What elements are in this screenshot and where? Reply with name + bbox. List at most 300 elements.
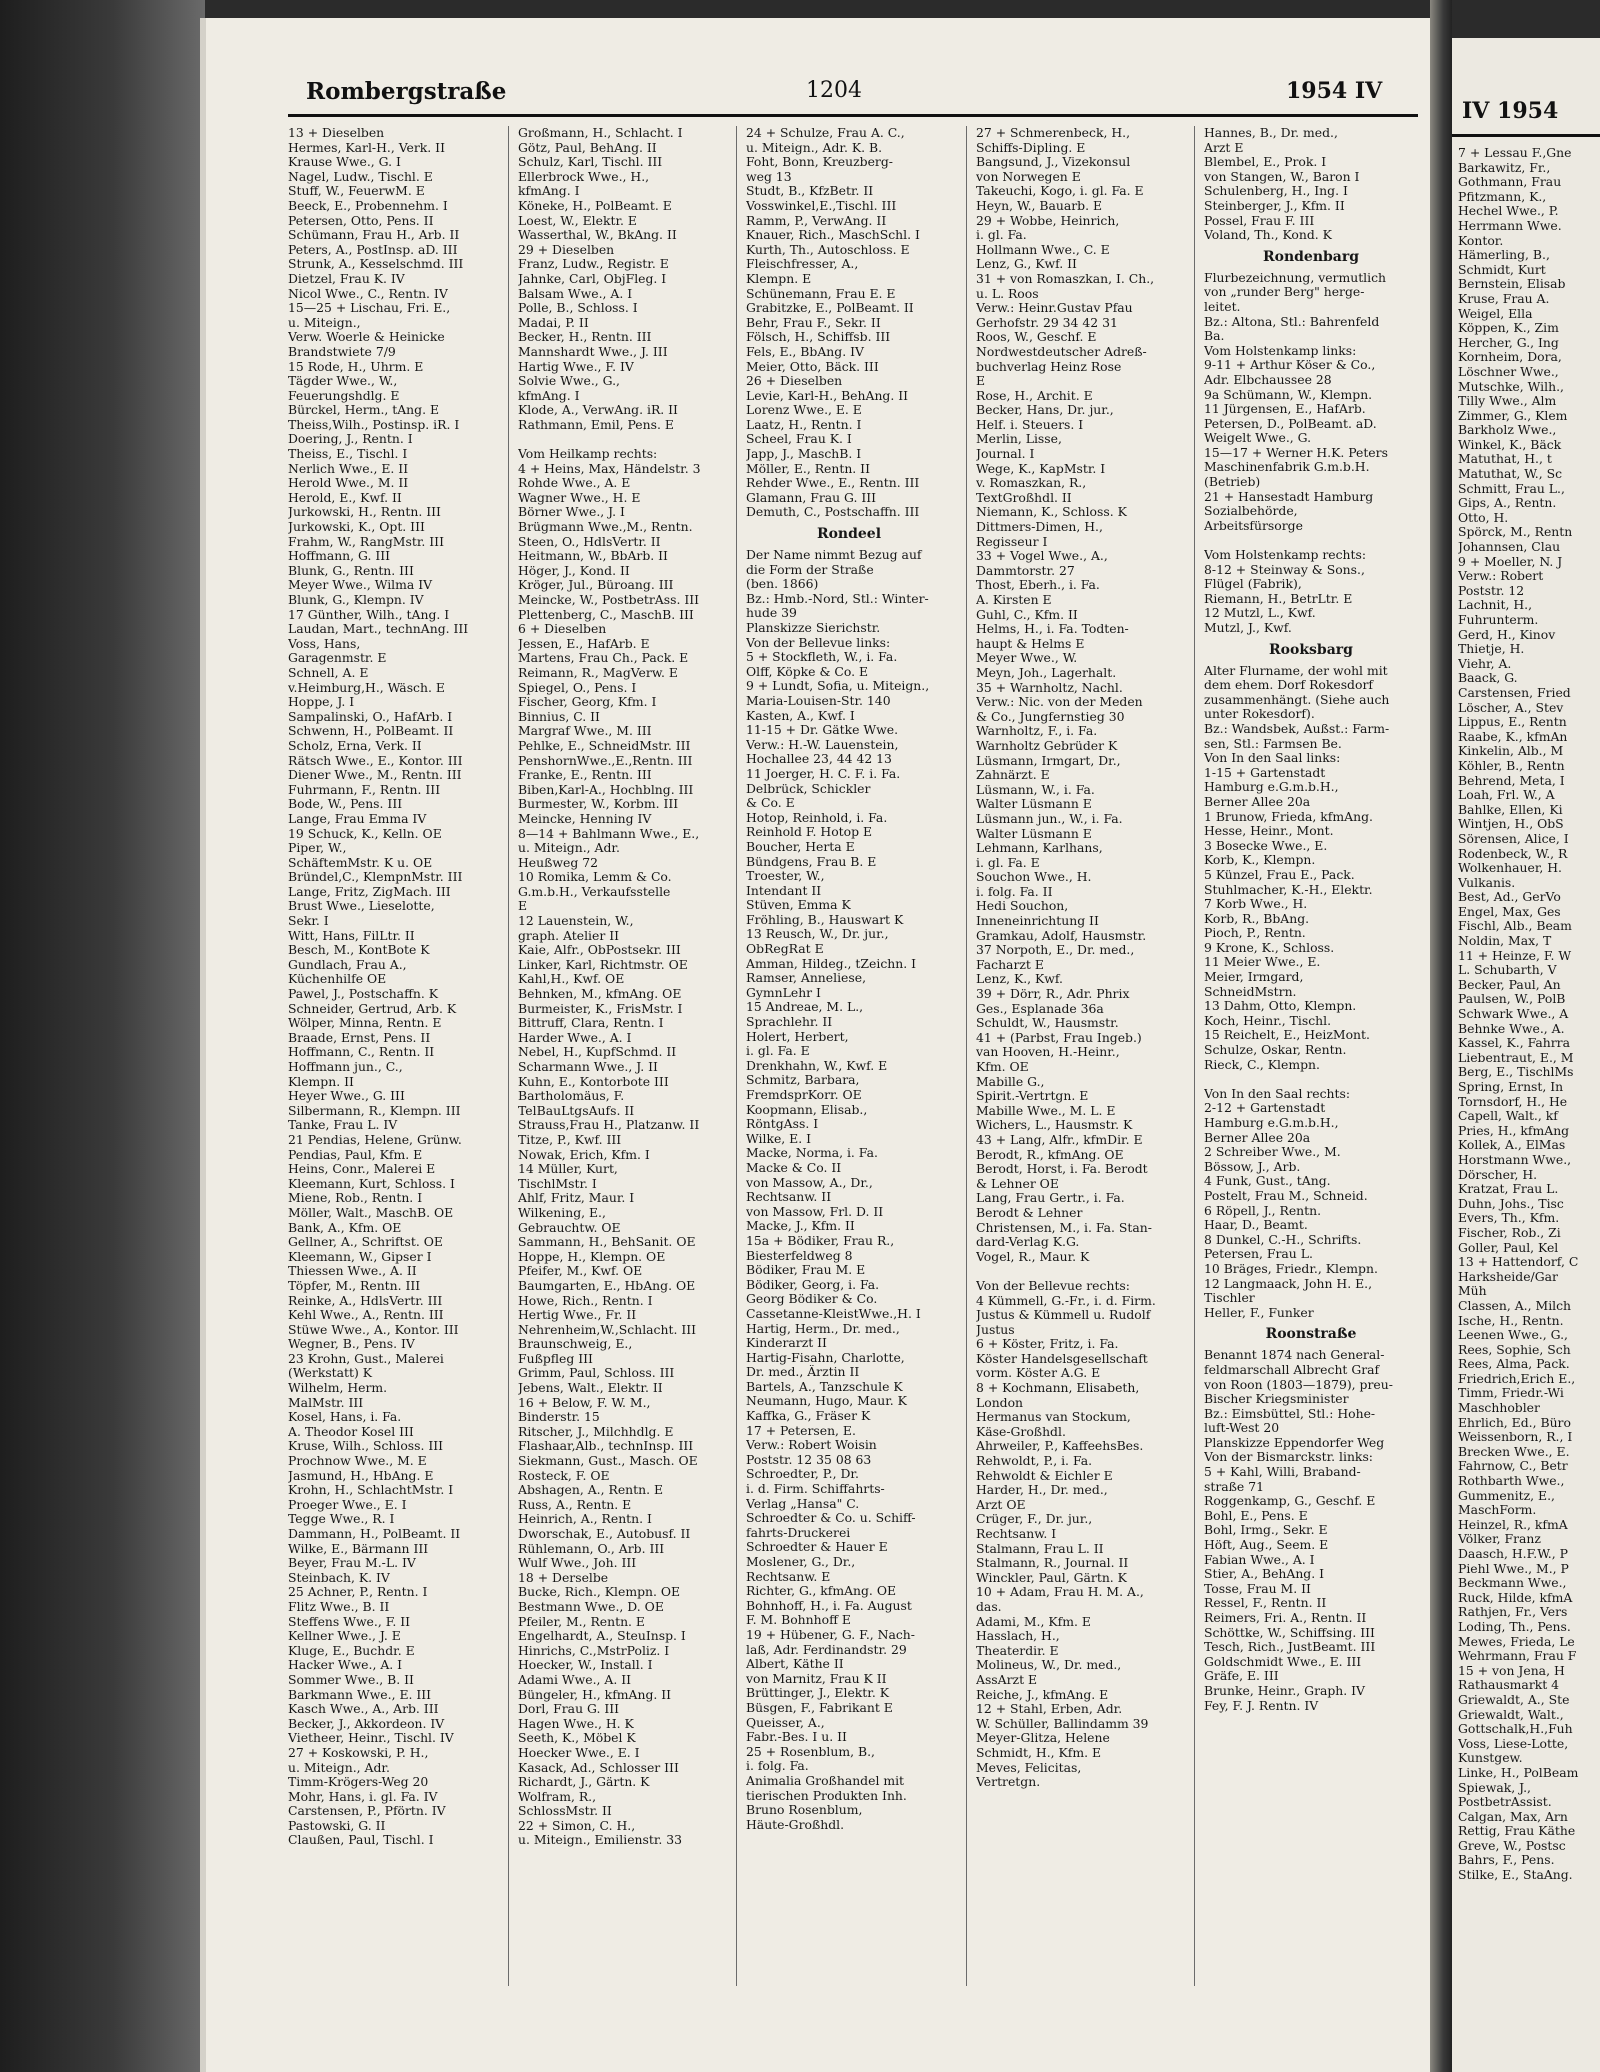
directory-entry: Bangsund, J., Vizekonsul (976, 155, 1131, 170)
directory-entry: Intendant II (746, 883, 822, 898)
directory-entry: 1-15 + Gartenstadt (1204, 765, 1326, 780)
directory-entry: Tesch, Rich., JustBeamt. III (1204, 1640, 1376, 1655)
directory-entry: G.m.b.H., Verkaufsstelle (518, 884, 671, 899)
directory-entry: Kruse, Wilh., Schloss. III (288, 1439, 444, 1454)
directory-entry: Queisser, A., (746, 1715, 825, 1730)
directory-entry: Dammann, H., PolBeamt. II (288, 1527, 461, 1541)
directory-entry: Biesterfeldweg 8 (746, 1248, 853, 1263)
directory-entry: fahrts-Druckerei (746, 1525, 851, 1540)
directory-entry: Theaterdir. E (976, 1643, 1059, 1658)
directory-entry: Jurkowski, H., Rentn. III (288, 505, 441, 520)
directory-entry: 29 + Wobbe, Heinrich, (976, 213, 1120, 228)
directory-entry: 14 Müller, Kurt, (518, 1162, 618, 1177)
directory-entry: Hoecker, W., Install. I (518, 1658, 653, 1673)
directory-entry: haupt & Helms E (976, 636, 1085, 651)
directory-entry: Berner Allee 20a (1204, 794, 1311, 809)
directory-entry: Sprachlehr. II (746, 1015, 833, 1030)
directory-entry: Fischl, Alb., Beam (1458, 919, 1572, 934)
directory-entry (518, 432, 724, 447)
directory-entry: Hamburg e.G.m.b.H., (1204, 780, 1339, 795)
directory-entry: kfmAng. I (518, 184, 580, 199)
directory-entry: Bohl, Irmg., Sekr. E (1204, 1523, 1328, 1538)
directory-entry: Stüwe Wwe., A., Kontor. III (288, 1322, 459, 1337)
directory-entry: Becker, H., Rentn. III (518, 330, 652, 345)
directory-entry: Rohde Wwe., A. E (518, 476, 631, 491)
directory-entry: Wilke, E. I (746, 1131, 811, 1146)
directory-entry: Reimann, R., MagVerw. E (518, 665, 678, 680)
directory-entry: Carstensen, P., Pförtn. IV (288, 1804, 446, 1819)
directory-entry: Theiss,Wilh., Postinsp. iR. I (288, 417, 460, 432)
directory-entry: Meincke, W., PostbetrAss. III (518, 593, 700, 607)
directory-entry: Amman, Hildeg., tZeichn. I (746, 956, 916, 971)
directory-entry: Planskizze Sierichstr. (746, 621, 881, 635)
directory-entry: Wegner, B., Pens. IV (288, 1337, 415, 1352)
directory-entry: straße 71 (1204, 1479, 1264, 1494)
directory-entry: 11 Joerger, H. C. F. i. Fa. (746, 766, 901, 781)
next-page-fragment (1452, 38, 1600, 2072)
directory-entry: Hertig Wwe., Fr. II (518, 1308, 637, 1323)
directory-entry: Stalmann, Frau L. II (976, 1541, 1104, 1556)
directory-entry: v.Heimburg,H., Wäsch. E (288, 680, 445, 695)
directory-entry: Petersen, Frau L. (1204, 1247, 1313, 1262)
directory-entry: Inneneinrichtung II (976, 914, 1099, 929)
directory-entry: 4 Funk, Gust., tAng. (1204, 1174, 1331, 1189)
directory-entry: Diener Wwe., M., Rentn. III (288, 768, 462, 783)
directory-entry: Holert, Herbert, (746, 1029, 849, 1044)
directory-entry: Dörscher, H. (1458, 1167, 1538, 1182)
directory-entry: Burmester, W., Korbm. III (518, 797, 679, 812)
directory-entry: Gundlach, Frau A., (288, 957, 407, 972)
directory-entry: Bründel,C., KlempnMstr. III (288, 870, 463, 885)
directory-entry: 7 + Lessau F.,Gne (1458, 146, 1572, 160)
directory-entry: Becker, J., Akkordeon. IV (288, 1716, 445, 1731)
directory-entry: Kornheim, Dora, (1458, 350, 1562, 365)
directory-entry: Von In den Saal links: (1204, 751, 1341, 766)
street-heading: Rooksbarg (1269, 641, 1353, 658)
directory-entry: Sampalinski, O., HafArb. I (288, 709, 453, 724)
directory-entry: u. L. Roos (976, 286, 1039, 301)
directory-entry: Pries, H., kfmAng (1458, 1123, 1570, 1138)
directory-entry: 9a Schümann, W., Klempn. (1204, 387, 1373, 402)
directory-entry: Schulz, Karl, Tischl. III (518, 155, 663, 170)
directory-entry: Ges., Esplanade 36a (976, 1001, 1104, 1016)
directory-entry: Tanke, Frau L. IV (288, 1118, 398, 1133)
directory-entry: Voland, Th., Kond. K (1204, 228, 1332, 243)
directory-entry: Ramser, Anneliese, (746, 971, 867, 986)
directory-entry: Maschhobler (1458, 1401, 1540, 1416)
directory-entry: Hochallee 23, 44 42 13 (746, 752, 892, 767)
directory-entry: Walter Lüsmann E (976, 826, 1092, 841)
directory-entry: Regisseur I (976, 534, 1048, 549)
directory-entry: Lang, Frau Gertr., i. Fa. (976, 1191, 1125, 1206)
directory-entry: Nicol Wwe., C., Rentn. IV (288, 286, 448, 301)
directory-entry: von Massow, A., Dr., (746, 1175, 873, 1190)
directory-entry: Schmidt, H., Kfm. E (976, 1745, 1102, 1760)
directory-entry: Flügel (Fabrik), (1204, 577, 1302, 592)
directory-entry: Piehl Wwe., M., P (1458, 1561, 1569, 1576)
directory-entry: Animalia Großhandel mit (746, 1773, 905, 1788)
directory-entry: 27 + Schmerenbeck, H., (976, 126, 1131, 140)
directory-entry: Bz.: Eimsbüttel, Stl.: Hohe- (1204, 1406, 1376, 1421)
directory-entry: Riemann, H., BetrLtr. E (1204, 591, 1353, 606)
directory-entry: London (976, 1395, 1024, 1410)
directory-entry: RöntgAss. I (746, 1117, 819, 1132)
directory-entry: Blembel, E., Prok. I (1204, 155, 1327, 170)
directory-entry: Brust Wwe., Lieselotte, (288, 899, 435, 914)
directory-entry: Steffens Wwe., F. II (288, 1614, 411, 1629)
directory-entry: Strauss,Frau H., Platzanw. II (518, 1118, 700, 1133)
directory-entry: Paulsen, W., PolB (1458, 992, 1566, 1007)
directory-entry: Hinrichs, C.,MstrPoliz. I (518, 1643, 670, 1658)
directory-entry: Kaffka, G., Fräser K (746, 1409, 871, 1424)
directory-entry: Arzt OE (976, 1497, 1026, 1512)
directory-entry: 26 + Dieselben (746, 374, 843, 389)
directory-entry: Heller, F., Funker (1204, 1305, 1314, 1320)
directory-entry: 15a + Bödiker, Frau R., (746, 1233, 895, 1248)
directory-entry: u. Miteign., Adr. K. B. (746, 140, 883, 155)
directory-entry: von Norwegen E (976, 169, 1081, 184)
directory-entry: 25 Achner, P., Rentn. I (288, 1585, 428, 1600)
directory-entry: Vosswinkel,E.,Tischl. III (746, 198, 897, 213)
directory-entry: unter Rokesdorf). (1204, 707, 1315, 722)
directory-entry: Matuthat, H., t (1458, 452, 1552, 467)
directory-entry: Krause Wwe., G. I (288, 155, 401, 170)
directory-entry: Jasmund, H., HbAng. E (288, 1468, 434, 1483)
directory-entry: Ritscher, J., Milchhdlg. E (518, 1424, 674, 1439)
directory-entry: Hoffmann, G. III (288, 549, 391, 564)
directory-entry: Ahrweiler, P., KaffeehsBes. (976, 1439, 1144, 1454)
directory-entry: Ba. (1204, 329, 1225, 344)
directory-entry: i. gl. Fa. E (746, 1044, 810, 1059)
directory-entry: Heinrich, A., Rentn. I (518, 1512, 652, 1527)
directory-entry: Nebel, H., KupfSchmd. II (518, 1045, 677, 1060)
directory-entry: A. Kirsten E (976, 593, 1052, 607)
directory-entry: Kratzat, Frau L. (1458, 1182, 1559, 1197)
directory-entry: Witt, Hans, FilLtr. II (288, 928, 415, 943)
directory-entry: Maria-Louisen-Str. 140 (746, 693, 891, 708)
directory-entry: 21 Pendias, Helene, Grünw. (288, 1132, 462, 1147)
directory-entry: 13 Dahm, Otto, Klempn. (1204, 999, 1357, 1014)
directory-entry: Loding, Th., Pens. (1458, 1619, 1571, 1634)
directory-entry: Korb, R., BbAng. (1204, 911, 1310, 926)
directory-entry: Grimm, Paul, Schloss. III (518, 1366, 675, 1381)
directory-entry: ObRegRat E (746, 942, 824, 957)
directory-entry: Baack, G. (1458, 671, 1518, 686)
directory-entry: Schroedter & Hauer E (746, 1540, 888, 1555)
directory-entry: Klempn. II (288, 1074, 354, 1089)
directory-entry: Sammann, H., BehSanit. OE (518, 1235, 696, 1250)
directory-entry: PostbetrAssist. (1458, 1795, 1552, 1810)
directory-entry: Bössow, J., Arb. (1204, 1159, 1301, 1174)
directory-entry: Lenz, G., Kwf. II (976, 257, 1077, 272)
directory-entry: Pehlke, E., SchneidMstr. III (518, 738, 691, 753)
directory-entry: 10 + Adam, Frau H. M. A., (976, 1585, 1144, 1600)
directory-entry: van Hooven, H.-Heinr., (976, 1045, 1120, 1060)
directory-entry: Korb, K., Klempn. (1204, 853, 1316, 868)
directory-entry: 9 + Moeller, N. J (1458, 554, 1563, 569)
directory-entry: Becker, Paul, An (1458, 977, 1561, 992)
directory-entry: Poststr. 12 (1458, 583, 1525, 598)
directory-entry: Takeuchi, Kogo, i. gl. Fa. E (976, 184, 1144, 199)
directory-entry: 6 Röpell, J., Rentn. (1204, 1203, 1322, 1218)
directory-entry: Schmidt, Kurt (1458, 262, 1546, 277)
directory-entry: Sekr. I (288, 914, 329, 929)
directory-entry (976, 1264, 1182, 1279)
directory-entry: Richardt, J., Gärtn. K (518, 1775, 650, 1790)
directory-entry: Flurbezeichnung, vermutlich (1204, 270, 1387, 285)
directory-entry: Krohn, H., SchlachtMstr. I (288, 1483, 454, 1498)
directory-entry: Dr. med., Ärztin II (746, 1365, 860, 1380)
directory-entry: Köhler, B., Rentn (1458, 758, 1565, 773)
directory-entry: Facharzt E (976, 957, 1044, 972)
directory-entry: Roggenkamp, G., Geschf. E (1204, 1494, 1376, 1509)
directory-entry: Lippus, E., Rentn (1458, 715, 1567, 730)
directory-entry: Kuhn, E., Kontorbote III (518, 1074, 669, 1089)
directory-entry: Löschner Wwe., (1458, 364, 1559, 379)
directory-entry: Steen, O., HdlsVertr. II (518, 534, 661, 549)
directory-entry: Kleemann, W., Gipser I (288, 1249, 432, 1264)
directory-entry: Howe, Rich., Rentn. I (518, 1293, 653, 1308)
directory-entry: Wulf Wwe., Joh. III (518, 1556, 637, 1571)
directory-entry: Fey, F. J. Rentn. IV (1204, 1698, 1319, 1713)
directory-entry: Macke, J., Kfm. II (746, 1219, 855, 1234)
directory-entry: Martens, Frau Ch., Pack. E (518, 651, 689, 666)
directory-entry: kfmAng. I (518, 388, 580, 403)
directory-entry: Von der Bismarckstr. links: (1204, 1450, 1373, 1465)
directory-entry: Bündgens, Frau B. E (746, 854, 877, 869)
directory-entry: Petersen, Otto, Pens. II (288, 213, 434, 228)
directory-entry: Verw.: Nic. von der Meden (976, 695, 1143, 710)
directory-entry: Hasslach, H., (976, 1629, 1060, 1644)
directory-entry: Wege, K., KapMstr. I (976, 461, 1106, 476)
directory-entry: TischlMstr. I (518, 1176, 597, 1191)
directory-entry: Käse-Großhdl. (976, 1424, 1066, 1439)
directory-entry: Möller, E., Rentn. II (746, 461, 870, 476)
directory-entry: Brunke, Heinr., Graph. IV (1204, 1683, 1366, 1698)
directory-entry: 4 + Heins, Max, Händelstr. 3 (518, 461, 701, 476)
directory-entry: Bz.: Wandsbek, Außst.: Farm- (1204, 721, 1390, 736)
directory-entry: das. (976, 1599, 1002, 1614)
column-5 (1204, 126, 1418, 1713)
directory-entry: Scholz, Erna, Verk. II (288, 738, 422, 753)
directory-entry: Bödiker, Frau M. E (746, 1263, 866, 1278)
directory-entry: Barkmann Wwe., E. III (288, 1687, 432, 1702)
directory-entry: Brecken Wwe., E. (1458, 1444, 1570, 1459)
directory-entry: Wichers, L., Hausmstr. K (976, 1118, 1133, 1133)
directory-entry: MaschForm. (1458, 1503, 1537, 1518)
directory-entry: Barkholz Wwe., (1458, 423, 1557, 438)
directory-entry: Meves, Felicitas, (976, 1760, 1082, 1775)
directory-entry: Kinkelin, Alb., M (1458, 744, 1564, 759)
directory-entry: Meier, Otto, Bäck. III (746, 359, 879, 374)
directory-entry: Fuhrunterm. (1458, 613, 1539, 627)
directory-entry: Reimers, Fri. A., Rentn. II (1204, 1611, 1367, 1625)
directory-entry: Rathjen, Fr., Vers (1458, 1605, 1568, 1620)
directory-entry: Miene, Rob., Rentn. I (288, 1191, 423, 1206)
directory-entry: Laatz, H., Rentn. I (746, 417, 862, 432)
directory-entry: die Form der Straße (746, 562, 874, 577)
directory-entry: 21 + Hansestadt Hamburg (1204, 489, 1374, 504)
directory-entry: 25 + Rosenblum, B., (746, 1744, 875, 1759)
directory-entry: Neumann, Hugo, Maur. K (746, 1394, 907, 1409)
directory-entry: Voss, Hans, (288, 636, 361, 651)
directory-entry: Binderstr. 15 (518, 1410, 600, 1425)
directory-entry: Mabille G., (976, 1074, 1045, 1089)
directory-entry: Kleemann, Kurt, Schloss. I (288, 1176, 455, 1191)
directory-entry: Margraf Wwe., M. III (518, 724, 652, 739)
directory-entry: Von der Bellevue rechts: (976, 1278, 1130, 1293)
directory-entry: Hoecker Wwe., E. I (518, 1745, 640, 1760)
directory-entry: Braade, Ernst, Pens. II (288, 1030, 431, 1045)
directory-entry: Hechel Wwe., P. (1458, 204, 1559, 219)
directory-entry: Heinzel, R., kfmA (1458, 1517, 1568, 1532)
directory-entry: Baumgarten, E., HbAng. OE (518, 1278, 696, 1293)
directory-entry: Berodt, Horst, i. Fa. Berodt (976, 1162, 1148, 1177)
directory-entry: Pfeifer, M., Kwf. OE (518, 1264, 643, 1279)
directory-entry: Weissenborn, R., I (1458, 1430, 1573, 1445)
directory-entry: Stuff, W., FeuerwM. E (288, 184, 425, 199)
directory-entry: 2 Schreiber Wwe., M. (1204, 1145, 1341, 1160)
directory-entry: Meyer Wwe., W. (976, 651, 1078, 666)
directory-entry: Kinderarzt II (746, 1336, 827, 1351)
directory-entry: Hagen Wwe., H. K (518, 1716, 634, 1731)
directory-entry: Rieck, C., Klempn. (1204, 1057, 1320, 1072)
directory-entry: Berner Allee 20a (1204, 1130, 1311, 1145)
directory-entry: Vogel, R., Maur. K (976, 1249, 1090, 1264)
directory-entry: Bestmann Wwe., D. OE (518, 1599, 664, 1614)
directory-entry: Poststr. 12 35 08 63 (746, 1452, 872, 1467)
directory-entry: Bahlke, Ellen, Ki (1458, 802, 1563, 817)
directory-entry: Thietje, H. (1458, 642, 1525, 657)
directory-entry: 8 + Kochmann, Elisabeth, (976, 1381, 1140, 1396)
directory-entry: Studt, B., KfzBetr. II (746, 184, 874, 199)
directory-entry: laß, Adr. Ferdinandstr. 29 (746, 1642, 907, 1657)
directory-entry: Bucke, Rich., Klempn. OE (518, 1585, 681, 1600)
directory-entry: Troester, W., (746, 869, 825, 884)
directory-entry: Kasch Wwe., A., Arb. III (288, 1702, 439, 1717)
directory-entry: Ramm, P., VerwAng. II (746, 213, 887, 228)
directory-entry: TelBauLtgsAufs. II (518, 1103, 635, 1118)
directory-entry: Berodt & Lehner (976, 1205, 1083, 1220)
directory-entry: Nerlich Wwe., E. II (288, 461, 409, 476)
directory-entry: Mannshardt Wwe., J. III (518, 344, 668, 359)
directory-entry: Rehwoldt, P., i. Fa. (976, 1454, 1093, 1469)
directory-entry: Jahnke, Carl, ObjFleg. I (518, 271, 667, 286)
directory-entry: Rosteck, F. OE (518, 1468, 610, 1483)
directory-entry: Flashaar,Alb., technInsp. III (518, 1439, 694, 1454)
directory-entry: Pawel, J., Postschaffn. K (288, 987, 438, 1002)
directory-entry: Verw.: Robert Woisin (746, 1438, 877, 1453)
directory-entry: Köppen, K., Zim (1458, 321, 1559, 336)
directory-entry: 41 + (Parbst, Frau Ingeb.) (976, 1030, 1142, 1045)
directory-entry: Nowak, Erich, Kfm. I (518, 1147, 650, 1162)
directory-entry: Scharmann Wwe., J. II (518, 1060, 658, 1074)
directory-entry: Harksheide/Gar (1458, 1269, 1558, 1284)
directory-entry: Binnius, C. II (518, 709, 600, 724)
directory-entry: Planskizze Eppendorfer Weg (1204, 1435, 1385, 1450)
directory-entry: Köneke, H., PolBeamt. E (518, 198, 672, 213)
directory-entry: Tegge Wwe., R. I (288, 1512, 395, 1527)
directory-entry: 15—17 + Werner H.K. Peters (1204, 445, 1388, 460)
directory-entry: Spiewak, J., (1458, 1780, 1531, 1795)
directory-entry: Bohl, E., Pens. E (1204, 1508, 1308, 1523)
directory-entry: Friedrich,Erich E., (1458, 1371, 1576, 1386)
directory-entry: Sommer Wwe., B. II (288, 1672, 414, 1687)
directory-entry: Hamburg e.G.m.b.H., (1204, 1116, 1339, 1130)
directory-entry: Carstensen, Fried (1458, 685, 1571, 700)
directory-entry: W. Schüller, Ballindamm 39 (976, 1716, 1149, 1731)
directory-entry: i. folg. Fa. (746, 1759, 809, 1774)
directory-entry: Sozialbehörde, (1204, 504, 1298, 519)
directory-entry: Rettig, Frau Käthe (1458, 1824, 1576, 1839)
directory-entry: 16 + Below, F. W. M., (518, 1395, 651, 1410)
directory-entry: Großmann, H., Schlacht. I (518, 126, 683, 140)
directory-entry: Horstmann Wwe., (1458, 1152, 1572, 1167)
directory-entry: Behr, Frau F., Sekr. II (746, 315, 881, 330)
directory-entry: Glamann, Frau G. III (746, 490, 877, 505)
directory-entry: Vom Holstenkamp rechts: (1204, 548, 1367, 563)
directory-entry: Kruse, Frau A. (1458, 291, 1550, 306)
directory-entry: Schünemann, Frau E. E (746, 286, 896, 301)
directory-entry: Rees, Alma, Pack. (1458, 1357, 1570, 1372)
directory-entry: Schuldt, W., Hausmstr. (976, 1016, 1119, 1031)
directory-entry: Reiche, J., kfmAng. E (976, 1687, 1109, 1702)
directory-entry: Stalmann, R., Journal. II (976, 1556, 1129, 1571)
directory-entry: 15 Rode, H., Uhrm. E (288, 359, 424, 374)
book-spine (1430, 0, 1452, 2072)
directory-entry: Spiegel, O., Pens. I (518, 680, 637, 695)
directory-entry: Beckmann Wwe., (1458, 1576, 1567, 1591)
directory-entry: Kehl Wwe., A., Rentn. III (288, 1308, 444, 1323)
directory-entry: Arbeitsfürsorge (1204, 518, 1303, 533)
directory-entry: Börner Wwe., J. I (518, 505, 625, 520)
directory-entry: Rätsch Wwe., E., Kontor. III (288, 753, 463, 768)
directory-entry: Wintjen, H., ObS (1458, 817, 1564, 832)
directory-entry: Fölsch, H., Schiffsb. III (746, 330, 891, 345)
directory-entry: A. Theodor Kosel III (288, 1424, 414, 1439)
directory-entry: Büsgen, F., Fabrikant E (746, 1700, 893, 1715)
directory-entry: Kahl,H., Kwf. OE (518, 972, 625, 987)
directory-entry: graph. Atelier II (518, 928, 619, 943)
directory-entry: Rothbarth Wwe., (1458, 1474, 1565, 1489)
directory-entry: 24 + Schulze, Frau A. C., (746, 126, 905, 140)
directory-entry: Raabe, K., kfmAn (1458, 729, 1568, 744)
directory-entry: Pendias, Paul, Kfm. E (288, 1147, 423, 1162)
directory-entry: Küchenhilfe OE (288, 972, 387, 987)
directory-entry: Besch, M., KontBote K (288, 943, 430, 958)
directory-entry (1204, 1072, 1418, 1087)
directory-entry: Pfitzmann, K., (1458, 189, 1547, 204)
directory-entry: Ellerbrock Wwe., H., (518, 169, 650, 184)
directory-entry: Kasack, Ad., Schlosser III (518, 1760, 679, 1775)
directory-entry: Stuhlmacher, K.-H., Elektr. (1204, 882, 1373, 897)
directory-entry: Schiffs-Dipling. E (976, 140, 1086, 155)
directory-entry: 12 Langmaack, John H. E., (1204, 1276, 1373, 1291)
directory-entry: Mutschke, Wilh., (1458, 379, 1564, 394)
directory-entry: Engel, Max, Ges (1458, 904, 1561, 919)
directory-entry: Foht, Bonn, Kreuzberg- (746, 155, 893, 170)
directory-entry: Albert, Käthe II (746, 1657, 844, 1672)
directory-entry: Flitz Wwe., B. II (288, 1599, 390, 1614)
directory-entry: Wagner Wwe., H. E (518, 490, 641, 505)
directory-entry: Kurth, Th., Autoschloss. E (746, 242, 910, 257)
directory-entry: Alter Flurname, der wohl mit (1204, 663, 1388, 678)
directory-entry: Adami, M., Kfm. E (976, 1614, 1091, 1629)
directory-entry: Klode, A., VerwAng. iR. II (518, 403, 678, 418)
directory-entry: Schümann, Frau H., Arb. II (288, 228, 460, 243)
directory-entry: Bartholomäus, F. (518, 1089, 625, 1104)
directory-entry: Delbrück, Schickler (746, 781, 871, 796)
